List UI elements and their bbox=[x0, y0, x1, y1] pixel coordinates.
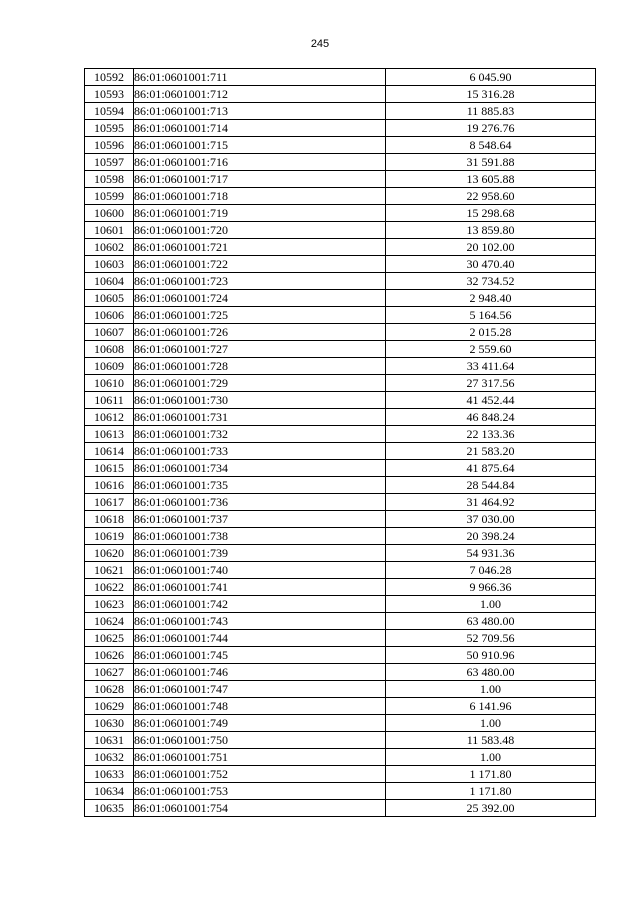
row-number-cell: 10635 bbox=[85, 800, 134, 817]
cadastral-number-cell: 86:01:0601001:740 bbox=[134, 562, 386, 579]
cadastral-number-cell: 86:01:0601001:745 bbox=[134, 647, 386, 664]
table-row bbox=[85, 307, 596, 324]
cadastral-number-cell: 86:01:0601001:728 bbox=[134, 358, 386, 375]
cadastral-number-cell: 86:01:0601001:742 bbox=[134, 596, 386, 613]
table-row bbox=[85, 137, 596, 154]
table-row bbox=[85, 749, 596, 766]
row-number-cell: 10612 bbox=[85, 409, 134, 426]
row-number-cell: 10615 bbox=[85, 460, 134, 477]
cadastral-number-cell: 86:01:0601001:721 bbox=[134, 239, 386, 256]
cadastral-number-cell: 86:01:0601001:725 bbox=[134, 307, 386, 324]
table-row bbox=[85, 426, 596, 443]
page-number: 245 bbox=[310, 38, 330, 50]
row-number-cell: 10598 bbox=[85, 171, 134, 188]
cadastral-number-cell: 86:01:0601001:732 bbox=[134, 426, 386, 443]
row-number-cell: 10625 bbox=[85, 630, 134, 647]
cadastral-value-cell: 8 548.64 bbox=[386, 137, 596, 154]
table-row bbox=[85, 698, 596, 715]
table-row bbox=[85, 800, 596, 817]
row-number-cell: 10611 bbox=[85, 392, 134, 409]
row-number-cell: 10633 bbox=[85, 766, 134, 783]
table-row bbox=[85, 171, 596, 188]
cadastral-number-cell: 86:01:0601001:713 bbox=[134, 103, 386, 120]
cadastral-value-cell: 11 583.48 bbox=[386, 732, 596, 749]
cadastral-value-cell: 20 102.00 bbox=[386, 239, 596, 256]
cadastral-number-cell: 86:01:0601001:739 bbox=[134, 545, 386, 562]
row-number-cell: 10605 bbox=[85, 290, 134, 307]
cadastral-value-cell: 22 133.36 bbox=[386, 426, 596, 443]
table-row bbox=[85, 511, 596, 528]
cadastral-value-cell: 2 559.60 bbox=[386, 341, 596, 358]
table-row bbox=[85, 69, 596, 86]
row-number-cell: 10600 bbox=[85, 205, 134, 222]
table-row bbox=[85, 324, 596, 341]
table-row bbox=[85, 528, 596, 545]
cadastral-value-cell: 63 480.00 bbox=[386, 664, 596, 681]
table-row bbox=[85, 664, 596, 681]
row-number-cell: 10601 bbox=[85, 222, 134, 239]
cadastral-value-cell: 54 931.36 bbox=[386, 545, 596, 562]
row-number-cell: 10616 bbox=[85, 477, 134, 494]
cadastral-number-cell: 86:01:0601001:722 bbox=[134, 256, 386, 273]
row-number-cell: 10594 bbox=[85, 103, 134, 120]
cadastral-value-cell: 31 591.88 bbox=[386, 154, 596, 171]
cadastral-number-cell: 86:01:0601001:752 bbox=[134, 766, 386, 783]
table-row bbox=[85, 766, 596, 783]
row-number-cell: 10602 bbox=[85, 239, 134, 256]
table-row bbox=[85, 613, 596, 630]
cadastral-number-cell: 86:01:0601001:748 bbox=[134, 698, 386, 715]
cadastral-number-cell: 86:01:0601001:724 bbox=[134, 290, 386, 307]
row-number-cell: 10614 bbox=[85, 443, 134, 460]
cadastral-value-cell: 27 317.56 bbox=[386, 375, 596, 392]
cadastral-number-cell: 86:01:0601001:730 bbox=[134, 392, 386, 409]
table-row bbox=[85, 290, 596, 307]
cadastral-number-cell: 86:01:0601001:743 bbox=[134, 613, 386, 630]
cadastral-value-cell: 20 398.24 bbox=[386, 528, 596, 545]
cadastral-value-cell: 6 045.90 bbox=[386, 69, 596, 86]
cadastral-number-cell: 86:01:0601001:735 bbox=[134, 477, 386, 494]
table-row bbox=[85, 103, 596, 120]
cadastral-number-cell: 86:01:0601001:731 bbox=[134, 409, 386, 426]
table-row bbox=[85, 783, 596, 800]
row-number-cell: 10618 bbox=[85, 511, 134, 528]
cadastral-number-cell: 86:01:0601001:751 bbox=[134, 749, 386, 766]
table-row bbox=[85, 681, 596, 698]
cadastral-number-cell: 86:01:0601001:736 bbox=[134, 494, 386, 511]
row-number-cell: 10630 bbox=[85, 715, 134, 732]
cadastral-number-cell: 86:01:0601001:734 bbox=[134, 460, 386, 477]
cadastral-value-cell: 11 885.83 bbox=[386, 103, 596, 120]
row-number-cell: 10626 bbox=[85, 647, 134, 664]
cadastral-value-cell: 52 709.56 bbox=[386, 630, 596, 647]
cadastral-value-cell: 50 910.96 bbox=[386, 647, 596, 664]
table-row bbox=[85, 222, 596, 239]
table-row bbox=[85, 273, 596, 290]
table-row bbox=[85, 443, 596, 460]
row-number-cell: 10604 bbox=[85, 273, 134, 290]
table-row bbox=[85, 545, 596, 562]
cadastral-value-table bbox=[84, 68, 596, 817]
cadastral-value-cell: 33 411.64 bbox=[386, 358, 596, 375]
row-number-cell: 10627 bbox=[85, 664, 134, 681]
cadastral-value-cell: 1.00 bbox=[386, 715, 596, 732]
cadastral-number-cell: 86:01:0601001:753 bbox=[134, 783, 386, 800]
table-row bbox=[85, 188, 596, 205]
cadastral-number-cell: 86:01:0601001:719 bbox=[134, 205, 386, 222]
row-number-cell: 10609 bbox=[85, 358, 134, 375]
cadastral-number-cell: 86:01:0601001:741 bbox=[134, 579, 386, 596]
table-row bbox=[85, 341, 596, 358]
table-row bbox=[85, 375, 596, 392]
row-number-cell: 10617 bbox=[85, 494, 134, 511]
row-number-cell: 10597 bbox=[85, 154, 134, 171]
cadastral-value-cell: 1 171.80 bbox=[386, 766, 596, 783]
cadastral-number-cell: 86:01:0601001:746 bbox=[134, 664, 386, 681]
cadastral-value-cell: 46 848.24 bbox=[386, 409, 596, 426]
row-number-cell: 10619 bbox=[85, 528, 134, 545]
table-row bbox=[85, 409, 596, 426]
cadastral-number-cell: 86:01:0601001:729 bbox=[134, 375, 386, 392]
cadastral-number-cell: 86:01:0601001:714 bbox=[134, 120, 386, 137]
row-number-cell: 10613 bbox=[85, 426, 134, 443]
cadastral-number-cell: 86:01:0601001:737 bbox=[134, 511, 386, 528]
row-number-cell: 10624 bbox=[85, 613, 134, 630]
cadastral-number-cell: 86:01:0601001:727 bbox=[134, 341, 386, 358]
row-number-cell: 10622 bbox=[85, 579, 134, 596]
table-body bbox=[85, 69, 596, 817]
cadastral-number-cell: 86:01:0601001:718 bbox=[134, 188, 386, 205]
cadastral-number-cell: 86:01:0601001:726 bbox=[134, 324, 386, 341]
cadastral-number-cell: 86:01:0601001:715 bbox=[134, 137, 386, 154]
cadastral-value-cell: 28 544.84 bbox=[386, 477, 596, 494]
table-row bbox=[85, 732, 596, 749]
row-number-cell: 10620 bbox=[85, 545, 134, 562]
table-row bbox=[85, 205, 596, 222]
cadastral-value-cell: 2 948.40 bbox=[386, 290, 596, 307]
row-number-cell: 10596 bbox=[85, 137, 134, 154]
row-number-cell: 10595 bbox=[85, 120, 134, 137]
row-number-cell: 10628 bbox=[85, 681, 134, 698]
cadastral-value-cell: 15 298.68 bbox=[386, 205, 596, 222]
row-number-cell: 10634 bbox=[85, 783, 134, 800]
cadastral-number-cell: 86:01:0601001:720 bbox=[134, 222, 386, 239]
row-number-cell: 10629 bbox=[85, 698, 134, 715]
cadastral-value-cell: 31 464.92 bbox=[386, 494, 596, 511]
cadastral-number-cell: 86:01:0601001:754 bbox=[134, 800, 386, 817]
cadastral-value-cell: 1.00 bbox=[386, 596, 596, 613]
row-number-cell: 10623 bbox=[85, 596, 134, 613]
table-row bbox=[85, 494, 596, 511]
cadastral-value-cell: 6 141.96 bbox=[386, 698, 596, 715]
table-row bbox=[85, 392, 596, 409]
table-row bbox=[85, 120, 596, 137]
cadastral-number-cell: 86:01:0601001:749 bbox=[134, 715, 386, 732]
cadastral-value-cell: 41 875.64 bbox=[386, 460, 596, 477]
cadastral-value-cell: 1.00 bbox=[386, 681, 596, 698]
table-row bbox=[85, 579, 596, 596]
cadastral-value-cell: 13 859.80 bbox=[386, 222, 596, 239]
row-number-cell: 10593 bbox=[85, 86, 134, 103]
row-number-cell: 10621 bbox=[85, 562, 134, 579]
table-row bbox=[85, 154, 596, 171]
cadastral-number-cell: 86:01:0601001:738 bbox=[134, 528, 386, 545]
cadastral-number-cell: 86:01:0601001:744 bbox=[134, 630, 386, 647]
cadastral-value-cell: 2 015.28 bbox=[386, 324, 596, 341]
cadastral-number-cell: 86:01:0601001:733 bbox=[134, 443, 386, 460]
cadastral-value-cell: 22 958.60 bbox=[386, 188, 596, 205]
cadastral-value-cell: 9 966.36 bbox=[386, 579, 596, 596]
cadastral-number-cell: 86:01:0601001:723 bbox=[134, 273, 386, 290]
table-row bbox=[85, 460, 596, 477]
table-row bbox=[85, 256, 596, 273]
cadastral-value-cell: 21 583.20 bbox=[386, 443, 596, 460]
row-number-cell: 10607 bbox=[85, 324, 134, 341]
cadastral-value-cell: 30 470.40 bbox=[386, 256, 596, 273]
cadastral-number-cell: 86:01:0601001:711 bbox=[134, 69, 386, 86]
cadastral-number-cell: 86:01:0601001:717 bbox=[134, 171, 386, 188]
cadastral-value-cell: 5 164.56 bbox=[386, 307, 596, 324]
cadastral-value-cell: 25 392.00 bbox=[386, 800, 596, 817]
cadastral-value-cell: 32 734.52 bbox=[386, 273, 596, 290]
table-row bbox=[85, 647, 596, 664]
row-number-cell: 10592 bbox=[85, 69, 134, 86]
cadastral-value-cell: 63 480.00 bbox=[386, 613, 596, 630]
row-number-cell: 10599 bbox=[85, 188, 134, 205]
table-row bbox=[85, 715, 596, 732]
table-row bbox=[85, 239, 596, 256]
row-number-cell: 10608 bbox=[85, 341, 134, 358]
table-row bbox=[85, 358, 596, 375]
cadastral-number-cell: 86:01:0601001:747 bbox=[134, 681, 386, 698]
row-number-cell: 10631 bbox=[85, 732, 134, 749]
cadastral-value-cell: 1 171.80 bbox=[386, 783, 596, 800]
table-row bbox=[85, 596, 596, 613]
row-number-cell: 10606 bbox=[85, 307, 134, 324]
cadastral-number-cell: 86:01:0601001:750 bbox=[134, 732, 386, 749]
row-number-cell: 10610 bbox=[85, 375, 134, 392]
cadastral-number-cell: 86:01:0601001:716 bbox=[134, 154, 386, 171]
table-row bbox=[85, 477, 596, 494]
cadastral-value-cell: 37 030.00 bbox=[386, 511, 596, 528]
cadastral-value-cell: 1.00 bbox=[386, 749, 596, 766]
cadastral-value-cell: 7 046.28 bbox=[386, 562, 596, 579]
cadastral-value-cell: 41 452.44 bbox=[386, 392, 596, 409]
table-row bbox=[85, 86, 596, 103]
table-row bbox=[85, 562, 596, 579]
row-number-cell: 10632 bbox=[85, 749, 134, 766]
row-number-cell: 10603 bbox=[85, 256, 134, 273]
cadastral-value-cell: 19 276.76 bbox=[386, 120, 596, 137]
cadastral-number-cell: 86:01:0601001:712 bbox=[134, 86, 386, 103]
cadastral-value-cell: 13 605.88 bbox=[386, 171, 596, 188]
table-row bbox=[85, 630, 596, 647]
cadastral-value-cell: 15 316.28 bbox=[386, 86, 596, 103]
